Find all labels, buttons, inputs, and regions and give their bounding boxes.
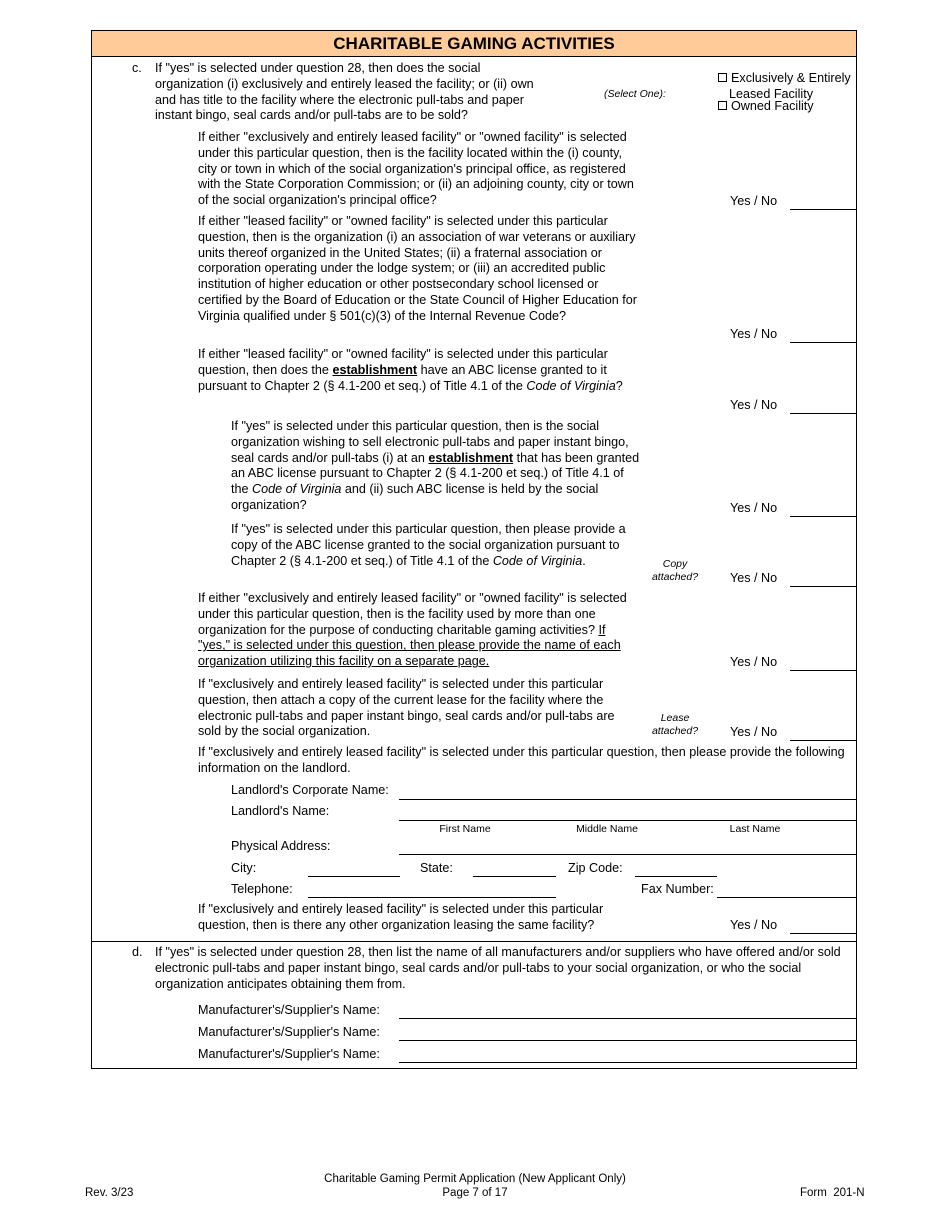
telephone-field[interactable] (308, 897, 556, 898)
answer-line[interactable] (790, 342, 857, 343)
question-c6-text: If either "exclusively and entirely leased facility" or "owned facility" is selected under this particular question, then is the facility used by more than one organization for the purpose of conducting charitable gaming activities? If "yes," is selected under this question, then please provide the name of each organization utilizing this facility on a separate page. (198, 591, 627, 669)
question-c4-text: If "yes" is selected under this particular question, then is the social organization wishing to sell electronic pull-tabs and paper instant bingo, seal cards and/or pull-tabs (i) at an establishment that has been granted an ABC license pursuant to Chapter 2 (§ 4.1-200 et seq.) of Title 4.1 of the Code of Virginia and (ii) such ABC license is held by the social organization? (231, 419, 640, 512)
footer-page-number: Page 7 of 17 (442, 1187, 508, 1199)
middle-name-caption: Middle Name (576, 823, 638, 835)
landlord-corporate-name-label: Landlord's Corporate Name: (231, 783, 389, 797)
supplier-name-field-1[interactable] (399, 1018, 857, 1019)
question-c-text: If "yes" is selected under question 28, then does the social organization (i) exclusively and entirely leased the facility; or (ii) own and has title to the facility where the electronic pull-tabs and paper instant bingo, seal cards and/or pull-tabs are to be sold? (155, 61, 534, 123)
answer-line[interactable] (790, 740, 857, 741)
state-label: State: (420, 861, 453, 875)
answer-label: Yes / No (730, 655, 778, 669)
question-c8-text: If "exclusively and entirely leased facility" is selected under this particular question, then please provide the following information on the landlord. (198, 745, 845, 775)
answer-line[interactable] (790, 413, 857, 414)
answer-line[interactable] (790, 586, 857, 587)
supplier-name-label: Manufacturer's/Supplier's Name: (198, 1047, 380, 1061)
answer-line[interactable] (790, 670, 857, 671)
footer-center (275, 1172, 675, 1200)
footer-form-number: Form 201-N (800, 1187, 865, 1199)
option-owned-label: Owned Facility (731, 99, 814, 113)
supplier-name-label: Manufacturer's/Supplier's Name: (198, 1025, 380, 1039)
section-title: CHARITABLE GAMING ACTIVITIES (92, 31, 856, 57)
fax-number-field[interactable] (717, 897, 857, 898)
question-d-letter: d. (132, 945, 143, 959)
question-c2-text: If either "leased facility" or "owned facility" is selected under this particular question, then is the organization (i) an association of war veterans or auxiliary units thereof organized in the United States; (ii) a fraternal association or corporation operating under the lodge system; or (iii) an accredited public institution of higher education or other postsecondary school licensed or certified by the Board of Education or the State Council of Higher Education for Virginia qualified under § 501(c)(3) of the Internal Revenue Code? (198, 214, 637, 323)
supplier-name-field-3[interactable] (399, 1062, 857, 1063)
landlord-name-label: Landlord's Name: (231, 804, 330, 818)
answer-label: Yes / No (730, 398, 778, 412)
checkbox-icon[interactable] (718, 73, 727, 82)
answer-label: Yes / No (730, 725, 778, 739)
select-one-label: (Select One): (604, 88, 666, 100)
zip-code-label: Zip Code: (568, 861, 623, 875)
question-d-text: If "yes" is selected under question 28, then list the name of all manufacturers and/or suppliers who have offered and/or sold electronic pull-tabs and paper instant bingo, seal cards and/or pull-tabs to your social organization, or who the social organization anticipates obtaining them from. (155, 945, 841, 991)
answer-label: Yes / No (730, 194, 778, 208)
supplier-name-field-2[interactable] (399, 1040, 857, 1041)
question-c5-text: If "yes" is selected under this particular question, then please provide a copy of the ABC license granted to the social organization pursuant to Chapter 2 (§ 4.1-200 et seq.) of Title 4.1 of the Code of Virginia. (231, 522, 626, 568)
lease-attached-note: Lease attached? (651, 712, 699, 737)
checkbox-icon[interactable] (718, 101, 727, 110)
option-owned-facility[interactable] (718, 99, 814, 115)
landlord-corporate-name-field[interactable] (399, 799, 857, 800)
answer-label: Yes / No (730, 571, 778, 585)
landlord-name-field[interactable] (399, 820, 857, 821)
fax-number-label: Fax Number: (641, 882, 714, 896)
last-name-caption: Last Name (729, 823, 781, 835)
zip-code-field[interactable] (635, 876, 717, 877)
question-c1-text: If either "exclusively and entirely leased facility" or "owned facility" is selected under this particular question, then is the facility located within the (i) county, city or town in which of the social organization's principal office, as registered with the State Corporation Commission; or (ii) an adjoining county, city or town of the social organization's principal office? (198, 130, 634, 208)
answer-label: Yes / No (730, 501, 778, 515)
answer-label: Yes / No (730, 918, 778, 932)
answer-line[interactable] (790, 933, 857, 934)
footer-revision: Rev. 3/23 (85, 1187, 134, 1199)
answer-label: Yes / No (730, 327, 778, 341)
answer-line[interactable] (790, 209, 857, 210)
first-name-caption: First Name (439, 823, 491, 835)
option-leased-line2: Leased Facility (729, 86, 813, 101)
question-c3-text: If either "leased facility" or "owned facility" is selected under this particular question, then does the establishment have an ABC license granted to it pursuant to Chapter 2 (§ 4.1-200 et seq.) of Title 4.1 of the Code of Virginia? (198, 347, 623, 393)
physical-address-label: Physical Address: (231, 839, 331, 853)
physical-address-field[interactable] (399, 854, 857, 855)
copy-attached-note: Copy attached? (651, 558, 699, 583)
question-c7-text: If "exclusively and entirely leased facility" is selected under this particular question, then attach a copy of the current lease for the facility where the electronic pull-tabs and paper instant bingo, seal cards and/or pull-tabs are sold by the social organization. (198, 677, 615, 739)
telephone-label: Telephone: (231, 882, 293, 896)
city-field[interactable] (308, 876, 400, 877)
question-c9-text: If "exclusively and entirely leased facility" is selected under this particular question, then is there any other organization leasing the same facility? (198, 902, 604, 932)
question-c-letter: c. (132, 61, 142, 75)
option-leased-line1: Exclusively & Entirely (731, 71, 851, 85)
state-field[interactable] (473, 876, 556, 877)
answer-line[interactable] (790, 516, 857, 517)
option-leased-facility[interactable] (718, 71, 851, 103)
section-divider (92, 941, 856, 942)
city-label: City: (231, 861, 257, 875)
footer-title: Charitable Gaming Permit Application (New Applicant Only) (324, 1173, 626, 1185)
supplier-name-label: Manufacturer's/Supplier's Name: (198, 1003, 380, 1017)
